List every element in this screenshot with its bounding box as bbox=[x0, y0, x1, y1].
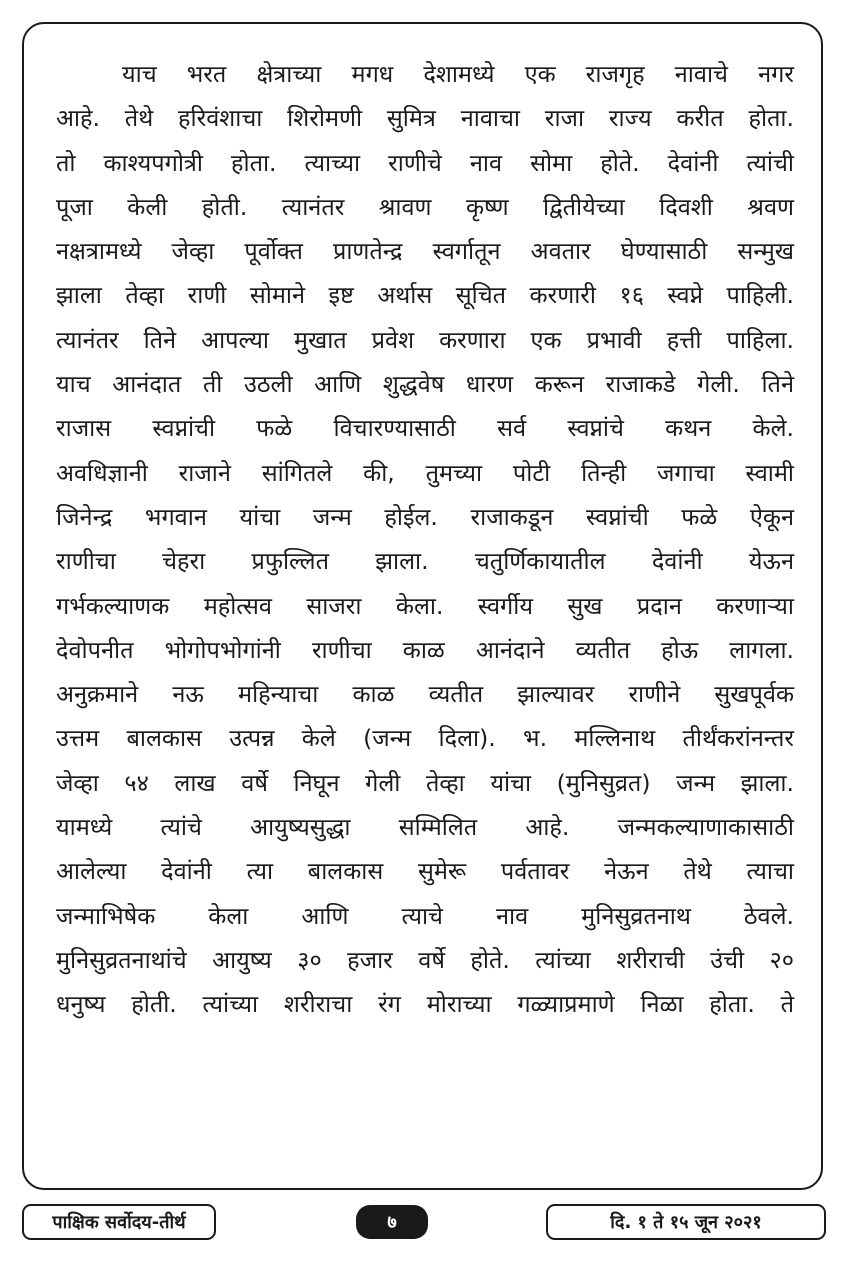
text-line: जन्माभिषेक केला आणि त्याचे नाव मुनिसुव्रतनाथ ठेवले. bbox=[56, 901, 794, 930]
text-line: याच भरत क्षेत्राच्या मगध देशामध्ये एक राजगृह नावाचे नगर bbox=[122, 60, 794, 88]
text-line: जिनेन्द्र भगवान यांचा जन्म होईल. राजाकडून स्वप्नांची फळे ऐकून bbox=[56, 502, 794, 531]
text-line: त्यानंतर तिने आपल्या मुखात प्रवेश करणारा एक प्रभावी हत्ती पाहिला. bbox=[56, 325, 794, 354]
publication-name: पाक्षिक सर्वोदय-तीर्थ bbox=[22, 1204, 216, 1240]
text-line: अवधिज्ञानी राजाने सांगितले की, तुमच्या पोटी तिन्ही जगाचा स्वामी bbox=[56, 458, 794, 487]
text-line: जेव्हा ५४ लाख वर्षे निघून गेली तेव्हा यांचा (मुनिसुव्रत) जन्म झाला. bbox=[56, 768, 794, 797]
text-line: पूजा केली होती. त्यानंतर श्रावण कृष्ण द्वितीयेच्या दिवशी श्रवण bbox=[56, 192, 794, 221]
text-line: गर्भकल्याणक महोत्सव साजरा केला. स्वर्गीय सुख प्रदान करणाऱ्या bbox=[56, 591, 794, 620]
text-line: आहे. तेथे हरिवंशाचा शिरोमणी सुमित्र नावाचा राजा राज्य करीत होता. bbox=[56, 104, 794, 133]
text-line: उत्तम बालकास उत्पन्न केले (जन्म दिला). भ. मल्लिनाथ तीर्थंकरांनन्तर bbox=[56, 724, 794, 753]
text-line: याच आनंदात ती उठली आणि शुद्धवेष धारण करून राजाकडे गेली. तिने bbox=[56, 370, 794, 399]
text-line: आलेल्या देवांनी त्या बालकास सुमेरू पर्वतावर नेऊन तेथे त्याचा bbox=[56, 857, 794, 886]
text-line: देवोपनीत भोगोपभोगांनी राणीचा काळ आनंदाने व्यतीत होऊ लागला. bbox=[56, 635, 794, 664]
page-number: ७ bbox=[356, 1205, 428, 1239]
text-line: यामध्ये त्यांचे आयुष्यसुद्धा सम्मिलित आहे. जन्मकल्याणाकासाठी bbox=[56, 813, 794, 842]
text-line: तो काश्यपगोत्री होता. त्याच्या राणीचे नाव सोमा होते. देवांनी त्यांची bbox=[56, 148, 794, 177]
text-line: झाला तेव्हा राणी सोमाने इष्ट अर्थास सूचित करणारी १६ स्वप्ने पाहिली. bbox=[56, 281, 794, 310]
text-line: राजास स्वप्नांची फळे विचारण्यासाठी सर्व स्वप्नांचे कथन केले. bbox=[56, 414, 794, 443]
text-line: अनुक्रमाने नऊ महिन्याचा काळ व्यतीत झाल्यावर राणीने सुखपूर्वक bbox=[56, 680, 794, 709]
issue-date: दि. १ ते १५ जून २०२१ bbox=[546, 1204, 826, 1240]
text-line: धनुष्य होती. त्यांच्या शरीराचा रंग मोराच्या गळ्याप्रमाणे निळा होता. ते bbox=[56, 990, 794, 1019]
page-footer bbox=[0, 1204, 850, 1244]
body-text bbox=[56, 52, 794, 1027]
text-line: नक्षत्रामध्ये जेव्हा पूर्वोक्त प्राणतेन्द्र स्वर्गातून अवतार घेण्यासाठी सन्मुख bbox=[56, 237, 794, 266]
text-line: राणीचा चेहरा प्रफुल्लित झाला. चतुर्णिकायातील देवांनी येऊन bbox=[56, 547, 794, 576]
text-line: मुनिसुव्रतनाथांचे आयुष्य ३० हजार वर्षे होते. त्यांच्या शरीराची उंची २० bbox=[56, 945, 794, 974]
